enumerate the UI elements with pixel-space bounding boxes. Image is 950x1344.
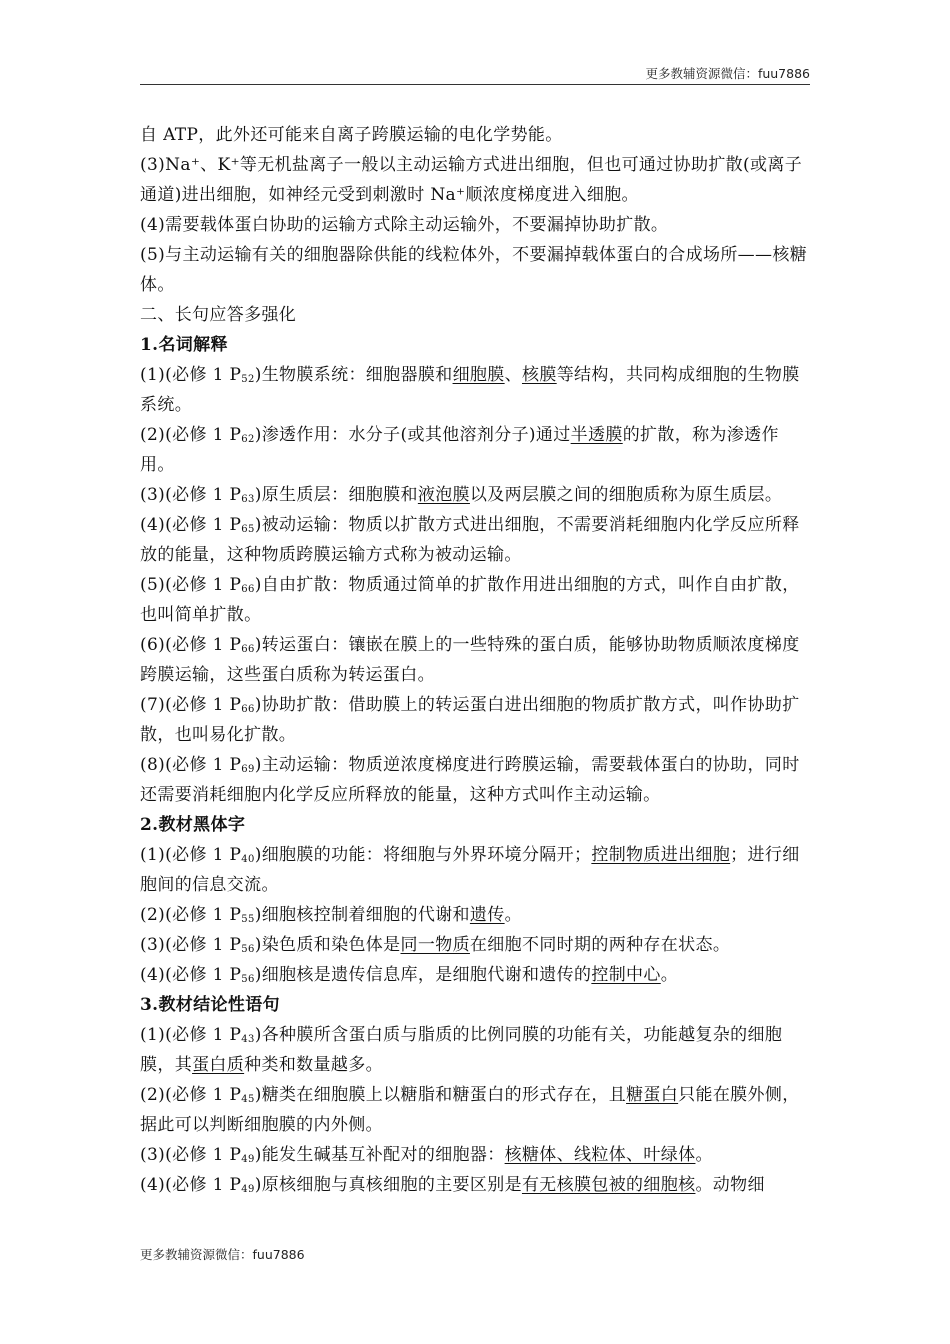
list-item: (7)(必修 1 $P_{66}$)协助扩散：借助膜上的转运蛋白进出细胞的物质扩散方式，叫作协助扩散，也叫易化扩散。	[140, 695, 800, 745]
list-item: (4)(必修 1 $P_{65}$)被动运输：物质以扩散方式进出细胞，不需要消耗细胞内化学反应所释放的能量，这种物质跨膜运输方式称为被动运输。	[140, 515, 800, 565]
list-item: (1)(必修 1 $P_{43}$)各种膜所含蛋白质与脂质的比例同膜的功能有关，功能越复杂的细胞膜，其蛋白质种类和数量越多。	[140, 1025, 783, 1075]
document-body	[140, 120, 812, 1200]
answer-blank: 半透膜	[570, 425, 623, 445]
answer-blank: 蛋白质	[192, 1055, 245, 1075]
list-item: (4)(必修 1 $P_{49}$)原核细胞与真核细胞的主要区别是有无核膜包被的细胞核。动物细	[140, 1175, 765, 1195]
page-header: 更多教辅资源微信：fuu7886	[645, 66, 810, 81]
list-item: (3)(必修 1 $P_{63}$)原生质层：细胞膜和液泡膜以及两层膜之间的细胞质称为原生质层。	[140, 485, 783, 505]
answer-blank: 核膜	[521, 365, 557, 385]
page-footer: 更多教辅资源微信：fuu7886	[140, 1247, 305, 1262]
list-item: (6)(必修 1 $P_{66}$)转运蛋白：镶嵌在膜上的一些特殊的蛋白质，能够协助物质顺浓度梯度跨膜运输，这些蛋白质称为转运蛋白。	[140, 635, 800, 685]
answer-blank: 遗传	[469, 905, 505, 925]
intro-paragraph: (5)与主动运输有关的细胞器除供能的线粒体外，不要漏掉载体蛋白的合成场所——核糖体。	[140, 245, 808, 295]
answer-blank: 有无核膜包被的细胞核	[521, 1175, 696, 1195]
list-item: (4)(必修 1 $P_{56}$)细胞核是遗传信息库，是细胞代谢和遗传的控制中心。	[140, 965, 679, 985]
answer-blank: 控制中心	[591, 965, 661, 985]
intro-paragraph: (4)需要载体蛋白协助的运输方式除主动运输外，不要漏掉协助扩散。	[140, 215, 669, 235]
subsection-heading: 2.教材黑体字	[140, 815, 246, 835]
list-item: (1)(必修 1 $P_{40}$)细胞膜的功能：将细胞与外界环境分隔开；控制物质进出细胞；进行细胞间的信息交流。	[140, 845, 800, 895]
header-divider	[140, 84, 810, 85]
list-item: (2)(必修 1 $P_{55}$)细胞核控制着细胞的代谢和遗传。	[140, 905, 522, 925]
list-item: (3)(必修 1 $P_{56}$)染色质和染色体是同一物质在细胞不同时期的两种存在状态。	[140, 935, 731, 955]
list-item: (1)(必修 1 $P_{52}$)生物膜系统：细胞器膜和细胞膜、核膜等结构，共同构成细胞的生物膜系统。	[140, 365, 800, 415]
intro-paragraph: 自 ATP，此外还可能来自离子跨膜运输的电化学势能。	[140, 125, 563, 145]
answer-blank: 同一物质	[400, 935, 470, 955]
subsection-heading: 1.名词解释	[140, 335, 228, 355]
list-item: (2)(必修 1 $P_{62}$)渗透作用：水分子(或其他溶剂分子)通过半透膜的扩散，称为渗透作用。	[140, 425, 779, 475]
intro-paragraph: (3)Na⁺、K⁺等无机盐离子一般以主动运输方式进出细胞，但也可通过协助扩散(或离子通道)进出细胞，如神经元受到刺激时 Na⁺顺浓度梯度进入细胞。	[140, 155, 803, 205]
list-item: (3)(必修 1 $P_{49}$)能发生碱基互补配对的细胞器：核糖体、线粒体、叶绿体。	[140, 1145, 713, 1165]
answer-blank: 控制物质进出细胞	[591, 845, 731, 865]
answer-blank: 液泡膜	[417, 485, 470, 505]
subsection-heading: 3.教材结论性语句	[140, 995, 280, 1015]
list-item: (8)(必修 1 $P_{69}$)主动运输：物质逆浓度梯度进行跨膜运输，需要载体蛋白的协助，同时还需要消耗细胞内化学反应所释放的能量，这种方式叫作主动运输。	[140, 755, 800, 805]
section-heading: 二、长句应答多强化	[140, 305, 297, 325]
list-item: (2)(必修 1 $P_{45}$)糖类在细胞膜上以糖脂和糖蛋白的形式存在，且糖蛋白只能在膜外侧，据此可以判断细胞膜的内外侧。	[140, 1085, 800, 1135]
list-item: (5)(必修 1 $P_{66}$)自由扩散：物质通过简单的扩散作用进出细胞的方式，叫作自由扩散，也叫简单扩散。	[140, 575, 800, 625]
answer-blank: 细胞膜	[452, 365, 505, 385]
answer-blank: 糖蛋白	[626, 1085, 679, 1105]
answer-blank: 核糖体、线粒体、叶绿体	[504, 1145, 696, 1165]
